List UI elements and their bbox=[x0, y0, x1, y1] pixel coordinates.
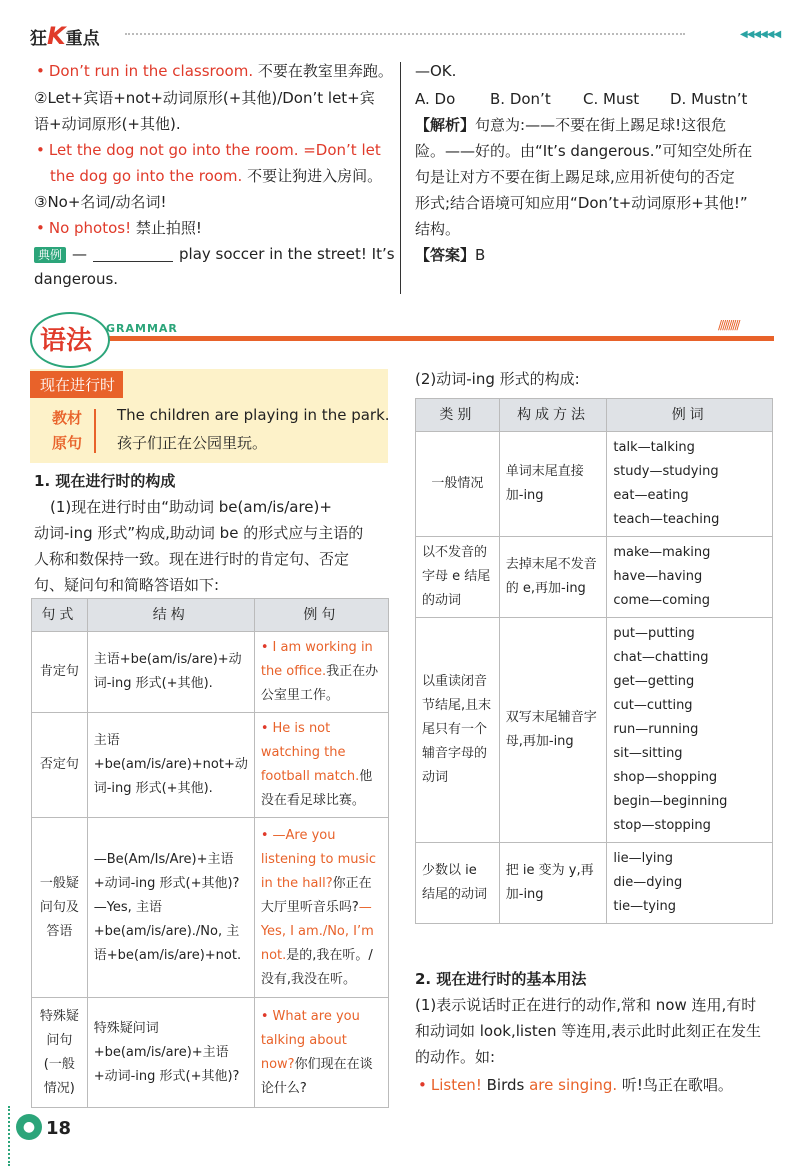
logo-k: K bbox=[47, 22, 66, 50]
section2-intro: (2)动词-ing 形式的构成: bbox=[415, 370, 580, 388]
grammar-slashes: ////////// bbox=[718, 318, 739, 332]
tl-line6: ③No+名词/动名词! bbox=[34, 193, 167, 211]
table1-header: 句式 bbox=[32, 599, 88, 632]
column-divider bbox=[400, 62, 401, 294]
section1-p2: 动词-ing 形式”构成,助动词 be 的形式应与主语的 bbox=[34, 524, 364, 542]
tl-example-2: dangerous. bbox=[34, 270, 119, 288]
header-arrows-icon: ◀◀◀◀◀◀ bbox=[740, 29, 781, 40]
theme-sentence-en: The children are playing in the park. bbox=[117, 406, 390, 424]
tl-line4: • Let the dog not go into the room. =Don’t let bbox=[36, 137, 381, 163]
tl-line2: ②Let+宾语+not+动词原形(+其他)/Don’t let+宾 bbox=[34, 89, 375, 107]
table-row: 一般疑问句及答语 —Be(Am/Is/Are)+主语+动词-ing 形式(+其他)? —Yes, 主语+be(am/is/are)./No, 主语+be(am/is/are)+not. • —Are you listening to music in the hall?你正在大厅里听音乐吗?—Yes, I am./No, I’m not.是的,我在听。/没有,我没在听。 bbox=[32, 818, 389, 998]
section1-heading: 1. 现在进行时的构成 bbox=[34, 472, 176, 490]
section2-example: • Listen! Birds are singing. 听!鸟正在歌唱。 bbox=[418, 1072, 733, 1098]
logo-prefix: 狂 bbox=[30, 29, 47, 49]
table1-header: 结构 bbox=[87, 599, 254, 632]
tr-analysis-1: 【解析】句意为:——不要在街上踢足球!这很危 bbox=[415, 116, 727, 134]
tr-opt-b: B. Don’t bbox=[490, 90, 551, 108]
table-row: 少数以 ie 结尾的动词 把 ie 变为 y,再加-ing lie—lying die—dying tie—tying bbox=[416, 843, 773, 924]
section1-p3: 人称和数保持一致。现在进行时的肯定句、否定 bbox=[34, 550, 350, 568]
table2-header: 构成方法 bbox=[499, 399, 607, 432]
grammar-bar bbox=[100, 336, 774, 341]
tr-opt-a: A. Do bbox=[415, 90, 456, 108]
tr-answer: 【答案】B bbox=[415, 246, 486, 264]
tr-opt-d: D. Mustn’t bbox=[670, 90, 748, 108]
tl-line7: • No photos! 禁止拍照! bbox=[36, 215, 202, 241]
page-number: 18 bbox=[46, 1118, 72, 1139]
tl-line1: • Don’t run in the classroom. 不要在教室里奔跑。 bbox=[36, 58, 393, 84]
section2-p1: (1)表示说话时正在进行的动作,常和 now 连用,有时 bbox=[415, 996, 757, 1014]
footer-dotted-line bbox=[8, 1106, 10, 1166]
table2-header: 例词 bbox=[607, 399, 773, 432]
section1-p4: 句、疑问句和简略答语如下: bbox=[34, 576, 220, 594]
tl-example: 典例 — play soccer in the street! It’s bbox=[34, 241, 395, 268]
lightbulb-icon: ● bbox=[16, 1114, 42, 1140]
table-row: 以不发音的字母 e 结尾的动词 去掉末尾不发音的 e,再加-ing make—making have—having come—coming bbox=[416, 537, 773, 618]
table-row: 以重读闭音节结尾,且末尾只有一个辅音字母的动词 双写末尾辅音字母,再加-ing put—putting chat—chatting get—getting cut—cutting run—running sit—sitting shop—shopping begin—beginning stop—stopping bbox=[416, 618, 773, 843]
theme-vbar bbox=[94, 409, 96, 453]
header-divider bbox=[125, 33, 685, 35]
section2-p2: 和动词如 look,listen 等连用,表示此时此刻正在发生 bbox=[415, 1022, 762, 1040]
tr-analysis-5: 结构。 bbox=[415, 220, 461, 238]
section1-p1: (1)现在进行时由“助动词 be(am/is/are)+ bbox=[50, 498, 332, 516]
tr-ok: —OK. bbox=[415, 62, 457, 80]
tr-opt-c: C. Must bbox=[583, 90, 640, 108]
theme-tag: 现在进行时 bbox=[30, 371, 123, 398]
tr-analysis-4: 形式;结合语境可知应用“Don’t+动词原形+其他!” bbox=[415, 194, 748, 212]
section2-heading: 2. 现在进行时的基本用法 bbox=[415, 970, 587, 988]
table1-header: 例句 bbox=[254, 599, 388, 632]
tr-analysis-2: 险。——好的。由“It’s dangerous.”可知空处所在 bbox=[415, 142, 753, 160]
table-row: 否定句 主语+be(am/is/are)+not+动词-ing 形式(+其他). • He is not watching the football match.他没在看足球比赛。 bbox=[32, 713, 389, 818]
sentence-pattern-table bbox=[31, 598, 389, 1108]
example-badge: 典例 bbox=[34, 247, 66, 263]
table-row: 一般情况 单词末尾直接加-ing talk—talking study—studying eat—eating teach—teaching bbox=[416, 432, 773, 537]
grammar-title: 语法 bbox=[40, 326, 93, 356]
tr-analysis-3: 句是让对方不要在街上踢足球,应用祈使句的否定 bbox=[415, 168, 735, 186]
header-logo bbox=[30, 22, 100, 50]
grammar-title-en: GRAMMAR bbox=[106, 322, 178, 335]
tl-line5: the dog go into the room. 不要让狗进入房间。 bbox=[50, 167, 383, 185]
table-row: 特殊疑问句(一般情况) 特殊疑问词+be(am/is/are)+主语+动词-ing 形式(+其他)? • What are you talking about now?你们现在在谈论什么? bbox=[32, 998, 389, 1108]
ing-form-table bbox=[415, 398, 773, 924]
tl-line3: 语+动词原形(+其他). bbox=[34, 115, 181, 133]
theme-sentence-cn: 孩子们正在公园里玩。 bbox=[117, 434, 268, 452]
table-row: 肯定句 主语+be(am/is/are)+动词-ing 形式(+其他). • I am working in the office.我正在办公室里工作。 bbox=[32, 632, 389, 713]
logo-suffix: 重点 bbox=[65, 29, 100, 49]
answer-blank bbox=[93, 247, 173, 262]
section2-p3: 的动作。如: bbox=[415, 1048, 496, 1066]
theme-label: 教材 原句 bbox=[52, 409, 83, 452]
table2-header: 类别 bbox=[416, 399, 500, 432]
